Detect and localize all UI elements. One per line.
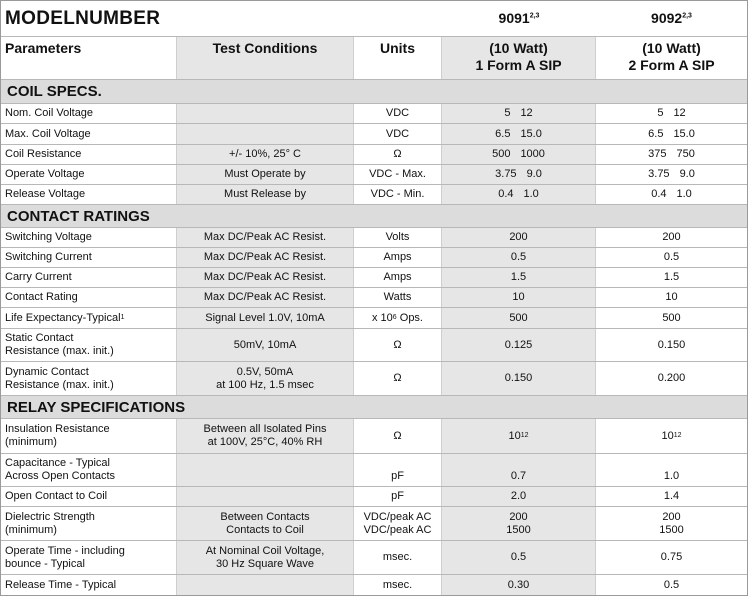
section-relay-specifications: RELAY SPECIFICATIONS — [1, 396, 747, 419]
section-coil-specs: COIL SPECS. — [1, 80, 747, 104]
model-9091: 9091$^{2,3}$ — [498, 10, 540, 26]
table-row: Operate Voltage Must Operate by VDC - Max. 3.75 9.0 3.75 9.0 — [1, 165, 747, 185]
table-row: Coil Resistance +/- 10%, 25° C Ω 500 1000 375 750 — [1, 145, 747, 165]
table-row: Release Voltage Must Release by VDC - Min. 0.4 1.0 0.4 1.0 — [1, 185, 747, 205]
table-row: Max. Coil Voltage VDC 6.5 15.0 6.5 15.0 — [1, 124, 747, 145]
col-9092: (10 Watt) 2 Form A SIP — [596, 37, 747, 79]
section-contact-ratings: CONTACT RATINGS — [1, 205, 747, 228]
table-row: Operate Time - including bounce - Typical At Nominal Coil Voltage, 30 Hz Square Wave msec. 0.5 0.75 — [1, 541, 747, 575]
table-row: Carry Current Max DC/Peak AC Resist. Amps 1.5 1.5 — [1, 268, 747, 288]
table-row: Contact Rating Max DC/Peak AC Resist. Watts 10 10 — [1, 288, 747, 308]
model-9092: 9092$^{2,3}$ — [651, 10, 692, 26]
table-row: Dynamic Contact Resistance (max. init.) 0.5V, 50mA at 100 Hz, 1.5 msec Ω 0.150 0.200 — [1, 362, 747, 396]
table-row: Switching Voltage Max DC/Peak AC Resist. Volts 200 200 — [1, 228, 747, 248]
model-number-row — [1, 1, 747, 37]
column-header-row — [1, 37, 747, 80]
col-test-conditions: Test Conditions — [177, 37, 354, 79]
table-row: Open Contact to Coil pF 2.0 1.4 — [1, 487, 747, 507]
table-row: Nom. Coil Voltage VDC 5 12 5 12 — [1, 104, 747, 124]
table-row: Capacitance - Typical Across Open Contacts pF 0.7 1.0 — [1, 454, 747, 487]
col-9091: (10 Watt) 1 Form A SIP — [442, 37, 596, 79]
col-parameters: Parameters — [1, 37, 177, 79]
table-row: Release Time - Typical msec. 0.30 0.5 — [1, 575, 747, 595]
table-row: Insulation Resistance (minimum) Between all Isolated Pins at 100V, 25°C, 40% RH Ω 10 12 10 12 — [1, 419, 747, 454]
table-row: Switching Current Max DC/Peak AC Resist. Amps 0.5 0.5 — [1, 248, 747, 268]
table-row: Life Expectancy-Typical 1 Signal Level 1.0V, 10mA x 10 6 Ops. 500 500 — [1, 308, 747, 329]
model-number-label: MODELNUMBER — [5, 8, 161, 29]
table-row: Static Contact Resistance (max. init.) 50mV, 10mA Ω 0.125 0.150 — [1, 329, 747, 362]
col-units: Units — [354, 37, 442, 79]
table-row: Dielectric Strength (minimum) Between Contacts Contacts to Coil VDC/peak AC VDC/peak AC 200 1500 200 1500 — [1, 507, 747, 541]
